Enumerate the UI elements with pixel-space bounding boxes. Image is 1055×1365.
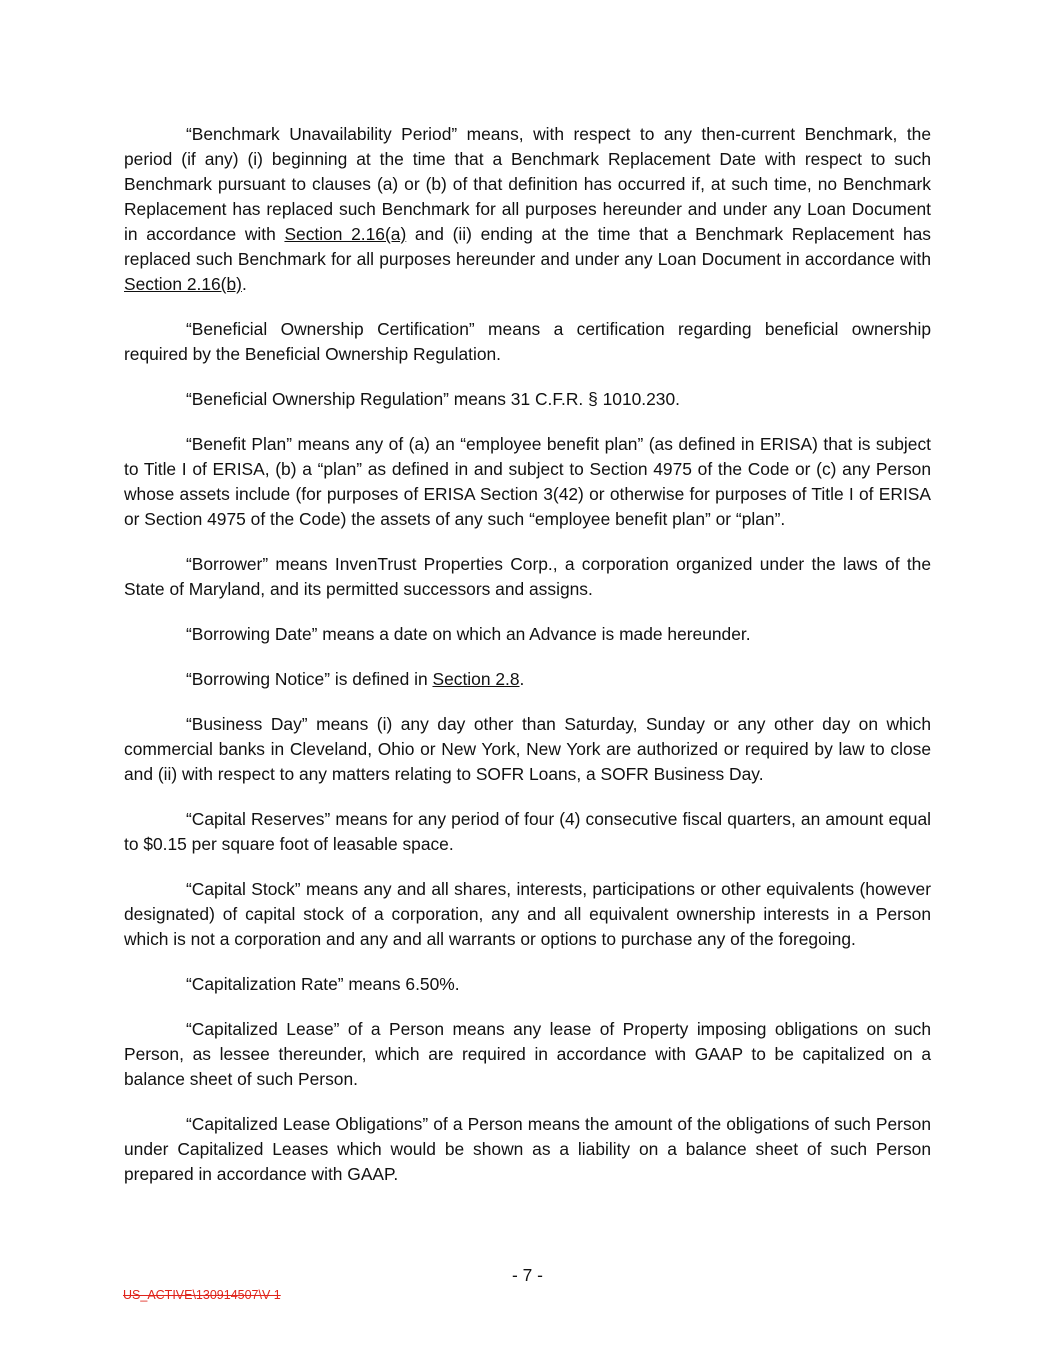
paragraph-text: and (ii) ending at the time that a Benchmark Replacement has replaced such Benchmark for all purposes hereunder and under any Loan Document in accordance with: [124, 224, 931, 269]
section-2-8-link[interactable]: Section 2.8: [432, 669, 520, 689]
section-2-16b-link[interactable]: Section 2.16(b): [124, 274, 242, 294]
paragraph-text: .: [241, 274, 247, 294]
definition-benefit-plan: “Benefit Plan” means any of (a) an “employee benefit plan” (as defined in ERISA) that is subject to Title I of ERISA, (b) a “plan” as defined in and subject to Section 4975 of the Code or (c) any Person whose assets include (for purposes of ERISA Section 3(42) or otherwise for purposes of Title I of ERISA or Section 4975 of the Code) the assets of any such “employee benefit plan” or “plan”.: [124, 434, 931, 529]
paragraph-text: “Benchmark Unavailability Period” means, with respect to any then-current Benchmark, the period (if any) (i) beginning at the time that a Benchmark Replacement Date with respect to such Benchmark pursuant to clauses (a) or (b) of that definition has occurred if, at such time, no Benchmark Replacement has replaced such Benchmark for all purposes hereunder and under any Loan Document in accordance with: [124, 124, 931, 244]
definition-business-day: “Business Day” means (i) any day other than Saturday, Sunday or any other day on which commercial banks in Cleveland, Ohio or New York, New York are authorized or required by law to close and (ii) with respect to any matters relating to SOFR Loans, a SOFR Business Day.: [124, 714, 931, 784]
definition-beneficial-ownership-regulation: “Beneficial Ownership Regulation” means 31 C.F.R. § 1010.230.: [186, 389, 680, 409]
paragraph-text: .: [519, 669, 525, 689]
definition-capitalized-lease: “Capitalized Lease” of a Person means any lease of Property imposing obligations on such Person, as lessee thereunder, which are required in accordance with GAAP to be capitalized on a balance sheet of such Person.: [124, 1019, 931, 1089]
definition-borrowing-date: “Borrowing Date” means a date on which an Advance is made hereunder.: [186, 624, 751, 644]
document-id: US_ACTIVE\130914507\V-1: [123, 1288, 281, 1302]
definition-capital-stock: “Capital Stock” means any and all shares, interests, participations or other equivalents (however designated) of capital stock of a corporation, any and all equivalent ownership interests in a Person which is not a corporation and any and all warrants or options to purchase any of the foregoing.: [124, 879, 931, 949]
definition-borrowing-notice: [124, 667, 931, 692]
page-number: - 7 -: [512, 1265, 543, 1285]
definition-capitalization-rate: “Capitalization Rate” means 6.50%.: [186, 974, 460, 994]
definition-benchmark-unavailability-period: [124, 122, 931, 297]
definition-capital-reserves: “Capital Reserves” means for any period of four (4) consecutive fiscal quarters, an amount equal to $0.15 per square foot of leasable space.: [124, 809, 931, 854]
section-2-16a-link[interactable]: Section 2.16(a): [284, 224, 407, 244]
paragraph-text: “Borrowing Notice” is defined in: [186, 669, 433, 689]
definition-capitalized-lease-obligations: “Capitalized Lease Obligations” of a Person means the amount of the obligations of such Person under Capitalized Leases which would be shown as a liability on a balance sheet of such Person prepared in accordance with GAAP.: [124, 1114, 931, 1184]
document-body: [124, 122, 931, 1207]
definition-beneficial-ownership-certification: “Beneficial Ownership Certification” means a certification regarding beneficial ownership required by the Beneficial Ownership Regulation.: [124, 319, 931, 364]
definition-borrower: “Borrower” means InvenTrust Properties Corp., a corporation organized under the laws of the State of Maryland, and its permitted successors and assigns.: [124, 554, 931, 599]
